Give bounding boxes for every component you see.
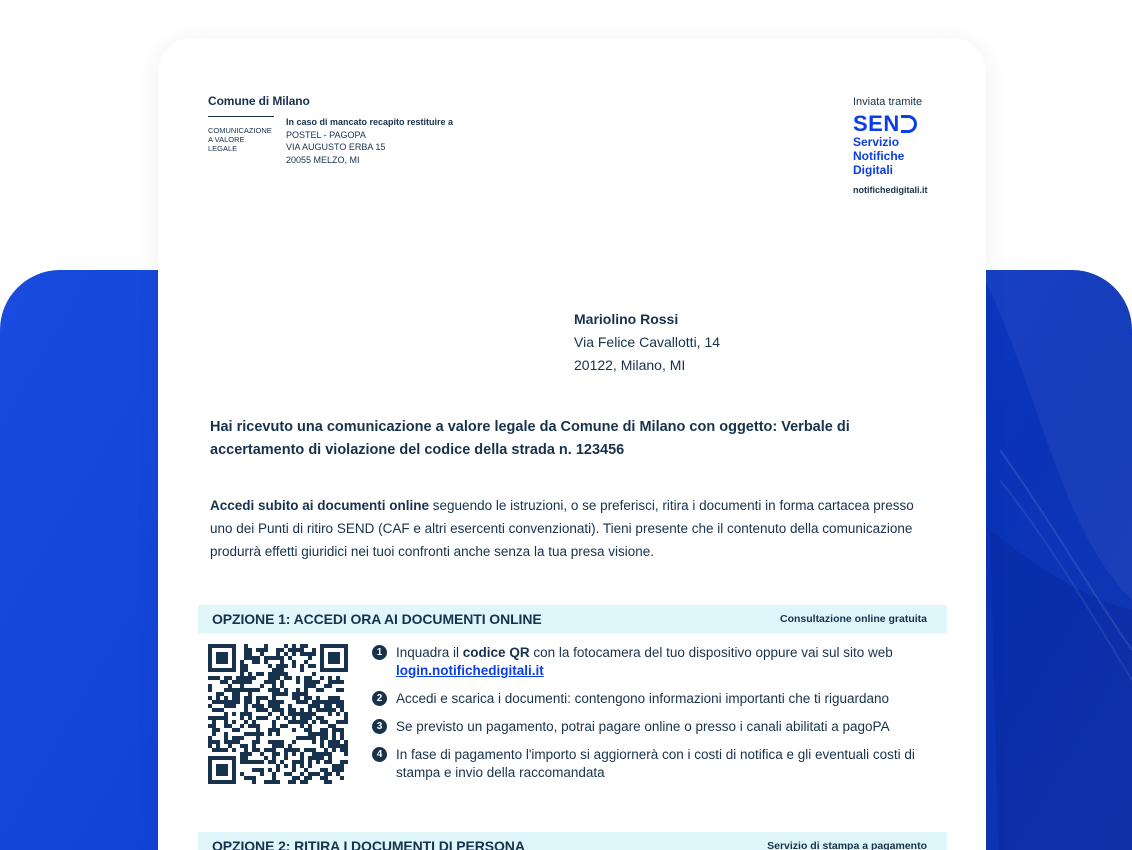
- step-number-badge: 1: [372, 645, 387, 660]
- step-text-part: Inquadra il: [396, 645, 463, 660]
- step-number-badge: 2: [372, 691, 387, 706]
- step-number-badge: 3: [372, 719, 387, 734]
- recipient-address: [574, 308, 720, 377]
- intro-strong: Accedi subito ai documenti online: [210, 498, 430, 513]
- return-heading: In caso di mancato recapito restituire a: [286, 117, 454, 127]
- recipient-city: 20122, Milano, MI: [574, 357, 686, 373]
- option-1-tag: Consultazione online gratuita: [779, 613, 927, 625]
- send-website: notifichedigitali.it: [853, 185, 928, 195]
- send-wordmark-prefix: SEN: [853, 111, 900, 136]
- step-text: In fase di pagamento l'importo si aggiornerà con i costi di notifica e gli eventuali costi di stampa e invio della raccomandata: [396, 747, 915, 780]
- option-1-steps: [372, 644, 942, 792]
- qr-code-icon[interactable]: [208, 644, 348, 784]
- step-text-part: con la fotocamera del tuo dispositivo oppure vai sul sito web: [529, 645, 893, 660]
- tag-line: COMUNICAZIONE: [208, 126, 272, 135]
- option-1-title: OPZIONE 1: ACCEDI ORA AI DOCUMENTI ONLINE: [212, 611, 542, 627]
- legal-communication-tag: [208, 126, 272, 153]
- step-text: [396, 644, 893, 680]
- send-service-line: Notifiche: [853, 149, 905, 163]
- option-2-header: [198, 832, 947, 850]
- step-text: Se previsto un pagamento, potrai pagare online o presso i canali abilitati a pagoPA: [396, 719, 890, 734]
- send-logo: [853, 96, 928, 195]
- login-site-link[interactable]: login.notifichedigitali.it: [396, 663, 544, 678]
- step-text-strong: codice QR: [462, 645, 530, 660]
- option-1-header: [198, 605, 947, 633]
- sender-divider: [208, 116, 274, 117]
- recipient-name: Mariolino Rossi: [574, 311, 679, 327]
- return-line: POSTEL - PAGOPA: [286, 129, 366, 140]
- notification-subject: Hai ricevuto una comunicazione a valore legale da Comune di Milano con oggetto: Verbale di accertamento di violazione del codice della strada n. 123456: [210, 419, 850, 458]
- tag-line: LEGALE: [208, 144, 238, 153]
- recipient-street: Via Felice Cavallotti, 14: [574, 334, 721, 350]
- option-2-title: OPZIONE 2: RITIRA I DOCUMENTI DI PERSONA: [212, 838, 525, 850]
- tag-line: A VALORE: [208, 135, 245, 144]
- step-item: [372, 644, 942, 680]
- sender-name: Comune di Milano: [208, 94, 310, 108]
- step-item: [372, 746, 942, 782]
- send-service-line: Servizio: [853, 135, 900, 149]
- sender-block: [208, 94, 454, 165]
- send-d-arrow-icon: [901, 115, 917, 133]
- notification-letter: [158, 38, 986, 850]
- return-line: 20055 MELZO, MI: [286, 154, 360, 165]
- qr-modules: [208, 644, 348, 784]
- sent-via-label: Inviata tramite: [853, 96, 923, 108]
- send-wordmark: [853, 113, 928, 135]
- step-item: [372, 718, 942, 736]
- step-number-badge: 4: [372, 747, 387, 762]
- step-item: [372, 690, 942, 708]
- option-2-tag: Servizio di stampa a pagamento: [767, 840, 927, 850]
- return-address: [286, 116, 453, 166]
- return-line: VIA AUGUSTO ERBA 15: [286, 142, 386, 152]
- intro-text: seguendo le istruzioni, o se preferisci, ritira i documenti in forma cartacea presso uno dei Punti di ritiro SEND (CAF e altri esercenti convenzionati). Tieni presente che il contenuto della comunicazione produrrà effetti giuridici nei tuoi confronti anche senza la tua presa visione.: [210, 498, 914, 559]
- send-service-line: Digitali: [853, 163, 894, 177]
- intro-paragraph: [210, 494, 940, 563]
- step-text: Accedi e scarica i documenti: contengono informazioni importanti che ti riguardano: [396, 691, 890, 706]
